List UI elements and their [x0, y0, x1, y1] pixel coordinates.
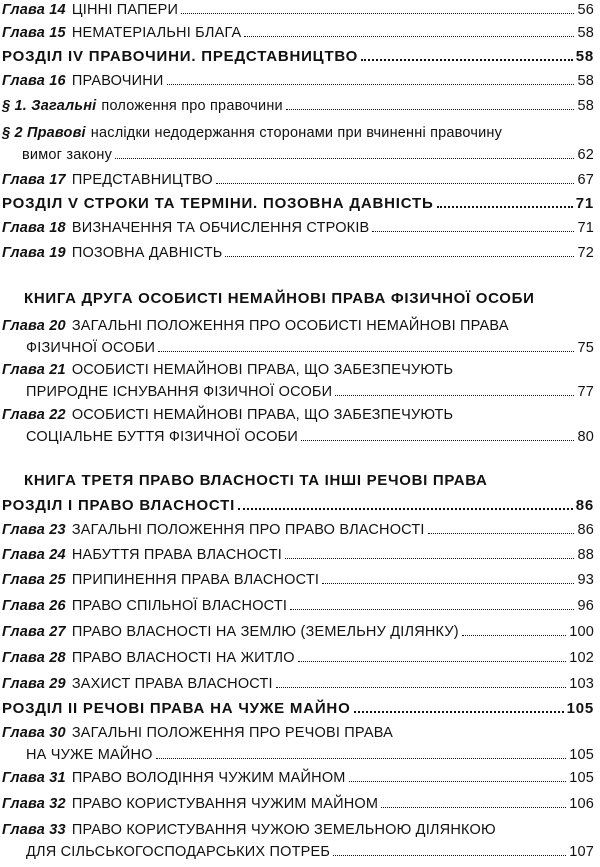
entry-title: ПРАВО КОРИСТУВАННЯ ЧУЖОЮ ЗЕМЕЛЬНОЮ ДІЛЯНКОЮ — [71, 822, 496, 838]
entry-first-line — [2, 676, 594, 692]
page-number: 58 — [577, 98, 594, 114]
entry-first-line — [2, 796, 594, 812]
entry-first-line — [2, 624, 594, 640]
entry-first-line — [2, 2, 594, 18]
chapter-label: Глава 19 — [2, 245, 66, 261]
entry-title: ОСОБИСТІ НЕМАЙНОВІ ПРАВА, ЩО ЗАБЕЗПЕЧУЮТЬ — [71, 362, 454, 378]
dot-leader — [322, 582, 574, 584]
entry-continuation-line — [26, 747, 594, 763]
entry-first-line — [2, 725, 594, 741]
dot-leader — [167, 83, 575, 85]
page-number: 86 — [577, 522, 594, 538]
dot-leader — [349, 780, 567, 782]
chapter-label: Глава 14 — [2, 2, 66, 18]
entry-title: ПРАВО СПІЛЬНОЇ ВЛАСНОСТІ — [71, 598, 288, 614]
chapter-label: Глава 26 — [2, 598, 66, 614]
section-label: § 1. Загальні — [2, 98, 97, 114]
page-number: 106 — [569, 796, 594, 812]
part-heading-line — [2, 195, 594, 212]
page-number: 58 — [577, 25, 594, 41]
chapter-label: Глава 20 — [2, 318, 66, 334]
entry-first-line — [2, 25, 594, 41]
chapter-label: Глава 28 — [2, 650, 66, 666]
page-number: 62 — [577, 147, 594, 163]
chapter-label: Глава 25 — [2, 572, 66, 588]
dot-leader — [115, 157, 574, 159]
page-number: 102 — [569, 650, 594, 666]
entry-continuation-line — [26, 844, 594, 860]
chapter-label: Глава 23 — [2, 522, 66, 538]
chapter-label: Глава 33 — [2, 822, 66, 838]
entry-first-line — [2, 572, 594, 588]
entry-title: ВИЗНАЧЕННЯ ТА ОБЧИСЛЕННЯ СТРОКІВ — [71, 220, 370, 236]
dot-leader — [333, 854, 566, 856]
book-title: КНИГА ДРУГА ОСОБИСТІ НЕМАЙНОВІ ПРАВА ФІЗИЧНОЇ ОСОБИ — [24, 290, 535, 307]
part-heading-line — [2, 48, 594, 65]
dot-leader — [290, 608, 574, 610]
entry-title: ПРАВО ВЛАСНОСТІ НА ЗЕМЛЮ (ЗЕМЕЛЬНУ ДІЛЯНКУ) — [71, 624, 459, 640]
entry-first-line — [2, 522, 594, 538]
part-heading-line — [2, 497, 594, 514]
page-number: 58 — [575, 48, 594, 65]
page-number: 103 — [569, 676, 594, 692]
dot-leader — [361, 58, 573, 61]
part-heading-line — [2, 700, 594, 717]
chapter-label: Глава 32 — [2, 796, 66, 812]
page-number: 72 — [577, 245, 594, 261]
entry-title: ПРАВО ВЛАСНОСТІ НА ЖИТЛО — [71, 650, 295, 666]
page-number: 71 — [575, 195, 594, 212]
entry-title: ЗАГАЛЬНІ ПОЛОЖЕННЯ ПРО ОСОБИСТІ НЕМАЙНОВІ ПРАВА — [71, 318, 509, 334]
section-label: § 2 Правові — [2, 125, 86, 141]
chapter-label: Глава 16 — [2, 73, 66, 89]
entry-title: наслідки недодержання сторонами при вчиненні правочину — [90, 125, 503, 141]
entry-title: НЕМАТЕРІАЛЬНІ БЛАГА — [71, 25, 242, 41]
dot-leader — [462, 634, 566, 636]
entry-first-line — [2, 362, 594, 378]
entry-title: ОСОБИСТІ НЕМАЙНОВІ ПРАВА, ЩО ЗАБЕЗПЕЧУЮТЬ — [71, 407, 454, 423]
page-number: 71 — [577, 220, 594, 236]
entry-title: ПРАВО ВОЛОДІННЯ ЧУЖИМ МАЙНОМ — [71, 770, 346, 786]
entry-title-continued: ПРИРОДНЕ ІСНУВАННЯ ФІЗИЧНОЇ ОСОБИ — [26, 384, 333, 400]
entry-first-line — [2, 318, 594, 334]
entry-title-continued: НА ЧУЖЕ МАЙНО — [26, 747, 153, 763]
chapter-label: Глава 18 — [2, 220, 66, 236]
part-title: РОЗДІЛ IV ПРАВОЧИНИ. ПРЕДСТАВНИЦТВО — [2, 48, 359, 65]
entry-first-line — [2, 245, 594, 261]
dot-leader — [428, 532, 575, 534]
dot-leader — [381, 806, 566, 808]
part-title: РОЗДІЛ ІІ РЕЧОВІ ПРАВА НА ЧУЖЕ МАЙНО — [2, 700, 351, 717]
entry-title: положення про правочини — [101, 98, 283, 114]
book-title: КНИГА ТРЕТЯ ПРАВО ВЛАСНОСТІ ТА ІНШІ РЕЧОВІ ПРАВА — [24, 472, 488, 489]
entry-title: ПОЗОВНА ДАВНІСТЬ — [71, 245, 223, 261]
dot-leader — [244, 35, 574, 37]
entry-first-line — [2, 407, 594, 423]
page-number: 105 — [566, 700, 594, 717]
entry-title: НАБУТТЯ ПРАВА ВЛАСНОСТІ — [71, 547, 283, 563]
dot-leader — [285, 557, 574, 559]
chapter-label: Глава 30 — [2, 725, 66, 741]
page-number: 105 — [569, 770, 594, 786]
entry-title: ЦІННІ ПАПЕРИ — [71, 2, 179, 18]
page-number: 77 — [577, 384, 594, 400]
page-number: 105 — [569, 747, 594, 763]
dot-leader — [372, 230, 574, 232]
entry-title: ЗАГАЛЬНІ ПОЛОЖЕННЯ ПРО ПРАВО ВЛАСНОСТІ — [71, 522, 425, 538]
dot-leader — [354, 710, 564, 713]
page-number: 58 — [577, 73, 594, 89]
page-number: 80 — [577, 429, 594, 445]
chapter-label: Глава 27 — [2, 624, 66, 640]
entry-first-line — [2, 172, 594, 188]
chapter-label: Глава 31 — [2, 770, 66, 786]
chapter-label: Глава 24 — [2, 547, 66, 563]
entry-title: ЗАХИСТ ПРАВА ВЛАСНОСТІ — [71, 676, 273, 692]
page-number: 67 — [577, 172, 594, 188]
entry-title-continued: вимог закону — [22, 147, 113, 163]
entry-first-line — [2, 73, 594, 89]
chapter-label: Глава 29 — [2, 676, 66, 692]
chapter-label: Глава 21 — [2, 362, 66, 378]
entry-first-line — [2, 98, 594, 114]
entry-continuation-line — [26, 429, 594, 445]
page-number: 100 — [569, 624, 594, 640]
dot-leader — [286, 108, 575, 110]
entry-title: ПРАВОЧИНИ — [71, 73, 164, 89]
entry-continuation-line — [22, 147, 594, 163]
part-title: РОЗДІЛ V СТРОКИ ТА ТЕРМІНИ. ПОЗОВНА ДАВНІСТЬ — [2, 195, 434, 212]
page-number: 88 — [577, 547, 594, 563]
entry-first-line — [2, 650, 594, 666]
part-title: РОЗДІЛ І ПРАВО ВЛАСНОСТІ — [2, 497, 236, 514]
dot-leader — [216, 182, 575, 184]
dot-leader — [225, 255, 574, 257]
page-number: 75 — [577, 340, 594, 356]
page-number: 93 — [577, 572, 594, 588]
entry-title: ПРИПИНЕННЯ ПРАВА ВЛАСНОСТІ — [71, 572, 320, 588]
entry-continuation-line — [26, 340, 594, 356]
dot-leader — [238, 507, 573, 510]
entry-first-line — [2, 125, 594, 141]
dot-leader — [276, 686, 566, 688]
chapter-label: Глава 15 — [2, 25, 66, 41]
entry-first-line — [2, 598, 594, 614]
dot-leader — [158, 350, 574, 352]
dot-leader — [301, 439, 574, 441]
dot-leader — [335, 394, 574, 396]
dot-leader — [156, 757, 567, 759]
dot-leader — [437, 205, 573, 208]
entry-first-line — [2, 770, 594, 786]
entry-title: ПРЕДСТАВНИЦТВО — [71, 172, 213, 188]
page-number: 107 — [569, 844, 594, 860]
page-number: 86 — [575, 497, 594, 514]
page-number: 56 — [577, 2, 594, 18]
chapter-label: Глава 22 — [2, 407, 66, 423]
entry-first-line — [2, 822, 594, 838]
dot-leader — [181, 12, 574, 14]
entry-first-line — [2, 220, 594, 236]
entry-title-continued: ДЛЯ СІЛЬСЬКОГОСПОДАРСЬКИХ ПОТРЕБ — [26, 844, 331, 860]
entry-title: ПРАВО КОРИСТУВАННЯ ЧУЖИМ МАЙНОМ — [71, 796, 379, 812]
chapter-label: Глава 17 — [2, 172, 66, 188]
entry-continuation-line — [26, 384, 594, 400]
dot-leader — [298, 660, 566, 662]
page-number: 96 — [577, 598, 594, 614]
entry-title-continued: ФІЗИЧНОЇ ОСОБИ — [26, 340, 156, 356]
entry-title: ЗАГАЛЬНІ ПОЛОЖЕННЯ ПРО РЕЧОВІ ПРАВА — [71, 725, 393, 741]
entry-title-continued: СОЦІАЛЬНЕ БУТТЯ ФІЗИЧНОЇ ОСОБИ — [26, 429, 299, 445]
entry-first-line — [2, 547, 594, 563]
